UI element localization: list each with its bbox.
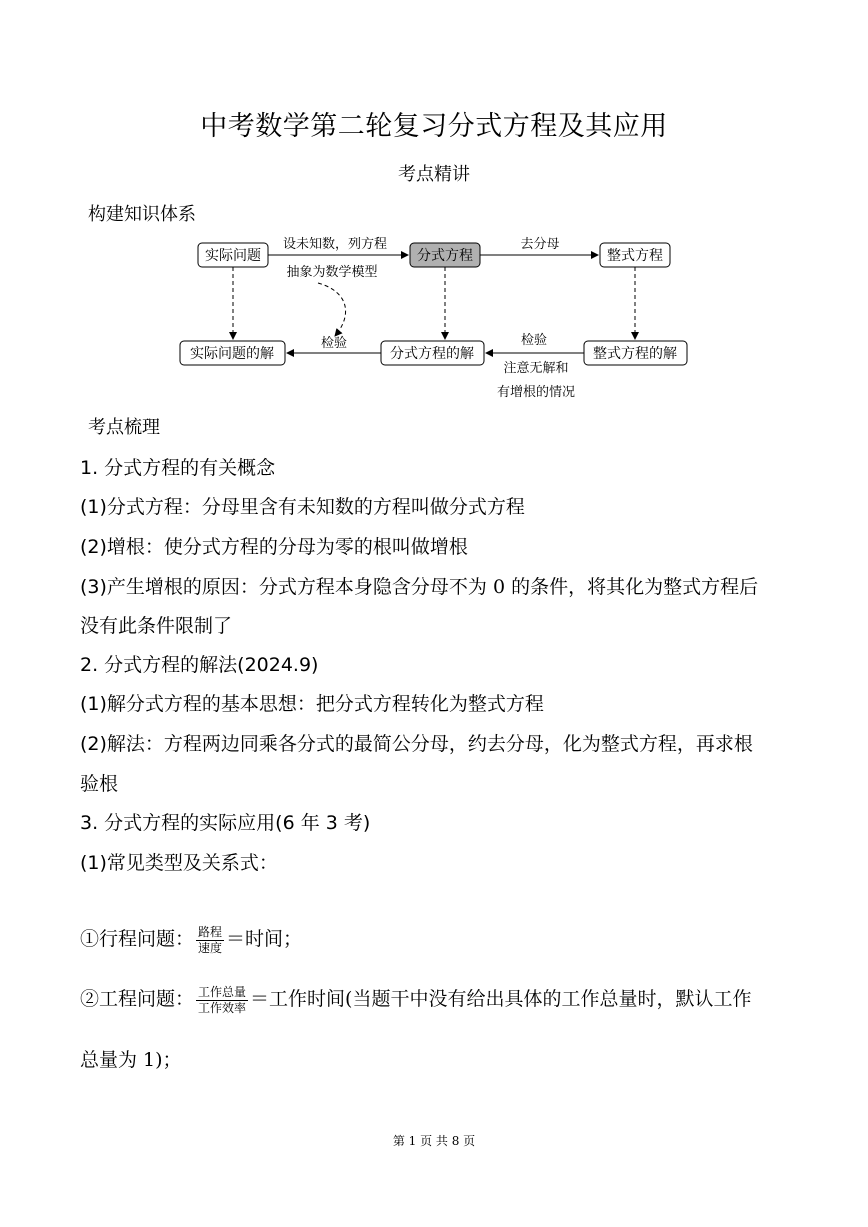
section-heading-knowledge: 构建知识体系 — [88, 204, 196, 225]
para-work-problem-cont: 总量为 1)； — [80, 1049, 182, 1071]
page-title: 中考数学第二轮复习分式方程及其应用 — [200, 111, 668, 142]
knowledge-diagram — [0, 228, 868, 408]
box-integral-label: 整式方程 — [607, 248, 663, 264]
label-set-unknown: 设未知数，列方程 — [282, 237, 388, 252]
para-cause-extraneous: (3)产生增根的原因：分式方程本身隐含分母不为 0 的条件，将其化为整式方程后 — [80, 576, 759, 598]
label-abstract-model: 抽象为数学模型 — [286, 265, 378, 280]
heading-application: 3. 分式方程的实际应用(6 年 3 考) — [80, 812, 371, 834]
para-method: (2)解法：方程两边同乘各分式的最简公分母，约去分母，化为整式方程，再求根 — [80, 733, 753, 755]
box-integral-solution-label: 整式方程的解 — [593, 346, 677, 362]
label-check-right: 检验 — [520, 333, 548, 348]
para-method-cont: 验根 — [80, 773, 119, 795]
para-travel-problem: ①行程问题： $\frac{\text{路程}}{\text{速度}}$ ＝时间； — [80, 924, 303, 955]
dashed-curve-arrow — [318, 283, 346, 336]
box-fractional-solution-label: 分式方程的解 — [390, 346, 474, 362]
label-check-left: 检验 — [320, 336, 348, 351]
label-remove-denominator: 去分母 — [520, 237, 560, 252]
label-note-line-2: 有增根的情况 — [496, 385, 576, 400]
para-fractional-equation: (1)分式方程：分母里含有未知数的方程叫做分式方程 — [80, 496, 525, 518]
heading-solution-method: 2. 分式方程的解法(2024.9) — [80, 654, 319, 676]
heading-concepts: 1. 分式方程的有关概念 — [80, 457, 276, 479]
box-fractional-label: 分式方程 — [417, 248, 473, 264]
para-extraneous-root: (2)增根：使分式方程的分母为零的根叫做增根 — [80, 536, 468, 558]
box-practical-solution-label: 实际问题的解 — [190, 346, 274, 362]
box-practical-label: 实际问题 — [205, 248, 261, 264]
para-basic-idea: (1)解分式方程的基本思想：把分式方程转化为整式方程 — [80, 693, 544, 715]
page-subtitle: 考点精讲 — [398, 164, 470, 185]
section-heading-points: 考点梳理 — [88, 417, 160, 438]
fraction-work-efficiency: $\frac{\text{工作总量}}{\text{工作效率}}$ — [198, 984, 247, 1015]
para-cause-extraneous-cont: 没有此条件限制了 — [80, 615, 233, 637]
label-note-line-1: 注意无解和 — [503, 361, 569, 376]
fraction-distance-speed: $\frac{\text{路程}}{\text{速度}}$ — [198, 924, 223, 955]
page-footer: 第 1 页 共 8 页 — [392, 1134, 476, 1148]
para-work-problem: ②工程问题： $\frac{\text{工作总量}}{\text{工作效率}}$ ＝工作时间(当题干中没有给出具体的工作总量时，默认工作 — [80, 984, 752, 1015]
para-common-types: (1)常见类型及关系式： — [80, 852, 278, 874]
